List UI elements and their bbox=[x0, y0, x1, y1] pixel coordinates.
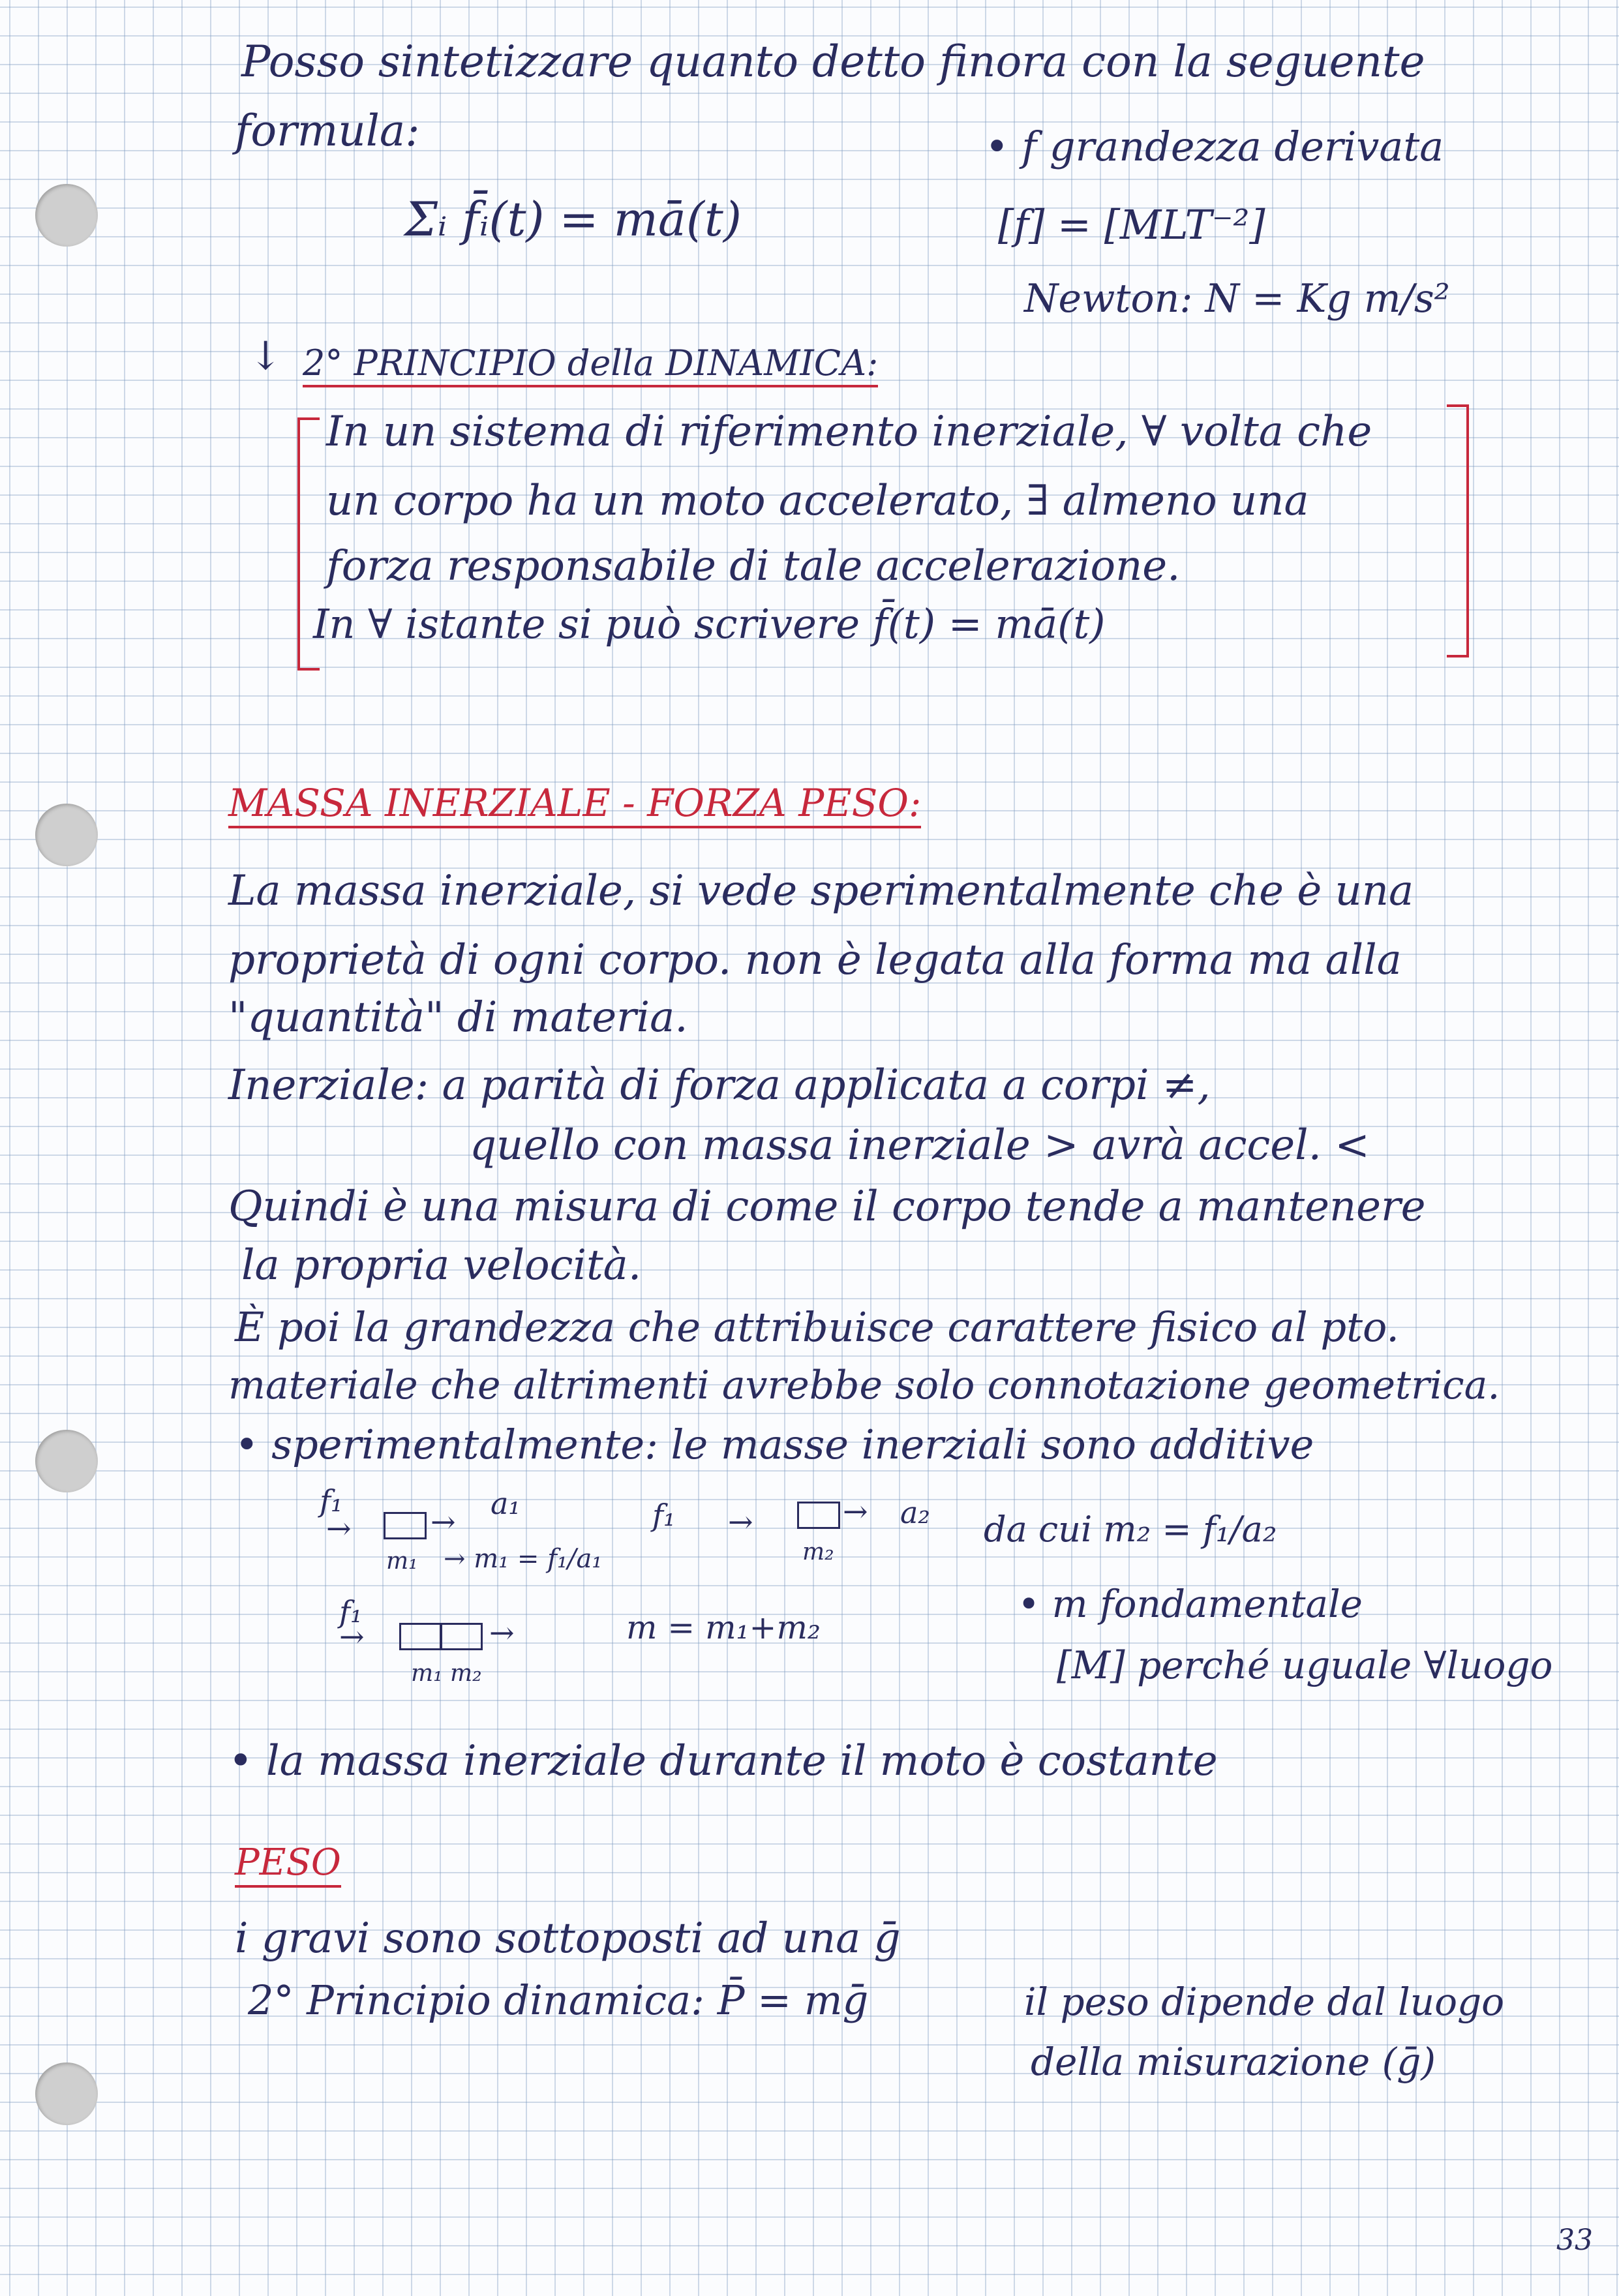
mass-line-9: materiale che altrimenti avrebbe solo connotazione geometrica. bbox=[228, 1363, 1500, 1408]
diagram-a1-label: a₁ bbox=[491, 1486, 521, 1521]
binder-hole-5 bbox=[35, 2062, 98, 2125]
peso-line-1: i gravi sono sottoposti ad una ḡ bbox=[235, 1914, 901, 1963]
peso-note-2: della misurazione (ḡ) bbox=[1031, 2040, 1436, 2084]
mass-line-1: La massa inerziale, si vede sperimentalmente che è una bbox=[228, 867, 1414, 915]
principle-line-3: forza responsabile di tale accelerazione. bbox=[326, 542, 1181, 590]
down-arrow: ↓ bbox=[249, 333, 282, 379]
side-note-dimension: [f] = [MLT⁻²] bbox=[998, 201, 1265, 249]
diagram-block-m1 bbox=[384, 1512, 427, 1539]
diagram-m2-label: m₂ bbox=[802, 1539, 834, 1565]
peso-note-1: il peso dipende dal luogo bbox=[1024, 1980, 1505, 2024]
diagram-arrow-in-2: → bbox=[728, 1504, 753, 1539]
red-bracket-right bbox=[1447, 404, 1469, 657]
principle-line-2: un corpo ha un moto accelerato, ∃ almeno una bbox=[326, 477, 1309, 525]
diagram-arrow-out-2: → bbox=[843, 1494, 868, 1529]
diagram-m2-equation: da cui m₂ = f₁/a₂ bbox=[984, 1509, 1277, 1550]
mass-line-6: Quindi è una misura di come il corpo tende a mantenere bbox=[228, 1183, 1426, 1231]
diagram-block-m2 bbox=[797, 1502, 840, 1529]
diagram-fundamental-note-1: • m fondamentale bbox=[1018, 1582, 1363, 1626]
diagram-a2-label: a₂ bbox=[900, 1495, 930, 1530]
diagram-block-combined-1 bbox=[399, 1623, 442, 1650]
main-formula: Σᵢ f̄ᵢ(t) = mā(t) bbox=[404, 192, 742, 247]
mass-line-2: proprietà di ogni corpo. non è legata alla forma ma alla bbox=[228, 936, 1402, 984]
intro-line-2: formula: bbox=[235, 106, 420, 156]
diagram-f1-label-c: f₁ bbox=[339, 1594, 363, 1629]
diagram-m1-label: m₁ bbox=[386, 1548, 418, 1575]
diagram-sum-equation: m = m₁+m₂ bbox=[626, 1609, 821, 1646]
side-note-newton: Newton: N = Kg m/s² bbox=[1024, 276, 1450, 322]
mass-line-5: quello con massa inerziale > avrà accel. < bbox=[470, 1121, 1370, 1170]
mass-line-4: Inerziale: a parità di forza applicata a corpi ≠, bbox=[228, 1061, 1211, 1110]
binder-hole-1 bbox=[35, 184, 98, 247]
binder-hole-2 bbox=[35, 804, 98, 866]
mass-line-8: È poi la grandezza che attribuisce carattere fisico al pto. bbox=[235, 1303, 1399, 1351]
intro-line-1: Posso sintetizzare quanto detto finora con la seguente bbox=[241, 37, 1425, 87]
diagram-m1m2-label: m₁ m₂ bbox=[411, 1660, 482, 1687]
diagram-f1-label-b: f₁ bbox=[652, 1498, 676, 1533]
mass-line-10: • sperimentalmente: le masse inerziali sono additive bbox=[235, 1421, 1314, 1468]
diagram-arrow-out-3: → bbox=[489, 1615, 515, 1650]
mass-line-7: la propria velocità. bbox=[241, 1241, 642, 1290]
diagram-arrow-in-3: → bbox=[339, 1619, 365, 1654]
principle-line-4: In ∀ istante si può scrivere f̄(t) = mā(t) bbox=[313, 600, 1106, 648]
binder-hole-3 bbox=[35, 1430, 98, 1492]
principle-line-1: In un sistema di riferimento inerziale, ∀ volta che bbox=[326, 408, 1372, 456]
diagram-block-combined-2 bbox=[440, 1623, 483, 1650]
peso-line-2: 2° Principio dinamica: P̄ = mḡ bbox=[248, 1976, 869, 2024]
page-number: 33 bbox=[1556, 2224, 1593, 2257]
diagram-m1-equation: → m₁ = f₁/a₁ bbox=[444, 1544, 603, 1574]
diagram-arrow-out-1: → bbox=[431, 1504, 456, 1539]
mass-line-3: "quantità" di materia. bbox=[228, 993, 688, 1042]
mass-section-title: MASSA INERZIALE - FORZA PESO: bbox=[228, 784, 921, 828]
second-principle-title: 2° PRINCIPIO della DINAMICA: bbox=[303, 346, 878, 387]
diagram-fundamental-note-2: [M] perché uguale ∀luogo bbox=[1057, 1643, 1553, 1687]
side-note-derived: • f grandezza derivata bbox=[985, 123, 1444, 170]
peso-title: PESO bbox=[235, 1845, 341, 1888]
diagram-f1-label-a: f₁ bbox=[320, 1483, 343, 1518]
diagram-arrow-in-1: → bbox=[326, 1511, 352, 1546]
constant-mass-note: • la massa inerziale durante il moto è costante bbox=[228, 1737, 1218, 1785]
